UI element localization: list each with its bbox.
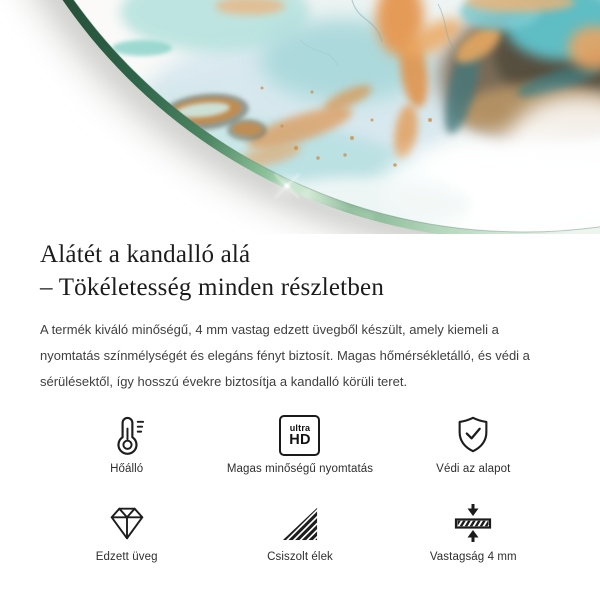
product-description: A termék kiváló minőségű, 4 mm vastag edzett üvegből készült, amely kiemeli a nyomtatás színmélységét és elegáns fényt biztosít. Magas hőmérsékletálló, és védi a sérülésektől, így hosszú évekre biztosítja a kandalló körüli teret.	[40, 322, 530, 389]
feature-label: Magas minőségű nyomtatás	[226, 463, 374, 475]
polished-edges-icon	[279, 499, 321, 547]
feature-thickness	[387, 497, 560, 585]
feature-label: Edzett üveg	[95, 551, 158, 563]
thickness-arrows-icon	[451, 499, 495, 547]
feature-label: Védi az alapot	[436, 463, 511, 475]
feature-grid	[40, 409, 560, 585]
ultra-hd-text-bottom: HD	[289, 431, 311, 448]
feature-heat-resistant	[40, 409, 213, 497]
feature-label: Vastagság 4 mm	[429, 551, 517, 563]
feature-tempered-glass	[40, 497, 213, 585]
feature-label: Csiszolt élek	[267, 551, 333, 563]
ultra-hd-badge	[279, 415, 320, 456]
ultra-hd-icon	[279, 411, 320, 459]
feature-floor-protection	[387, 409, 560, 497]
shield-check-icon	[452, 411, 494, 459]
feature-polished-edges	[213, 497, 386, 585]
diamond-icon	[106, 499, 148, 547]
title-line-1: Alátét a kandalló alá	[40, 241, 251, 268]
feature-label: Hőálló	[110, 463, 144, 475]
glass-pad-photo	[0, 0, 600, 234]
ultra-hd-text-top: ultra	[289, 422, 311, 433]
title-line-2: – Tökéletesség minden részletben	[40, 274, 385, 301]
thermometer-icon	[105, 411, 148, 459]
product-image	[0, 0, 600, 234]
feature-print-quality	[213, 409, 386, 497]
page-title	[40, 238, 560, 304]
product-description-section	[0, 238, 600, 585]
